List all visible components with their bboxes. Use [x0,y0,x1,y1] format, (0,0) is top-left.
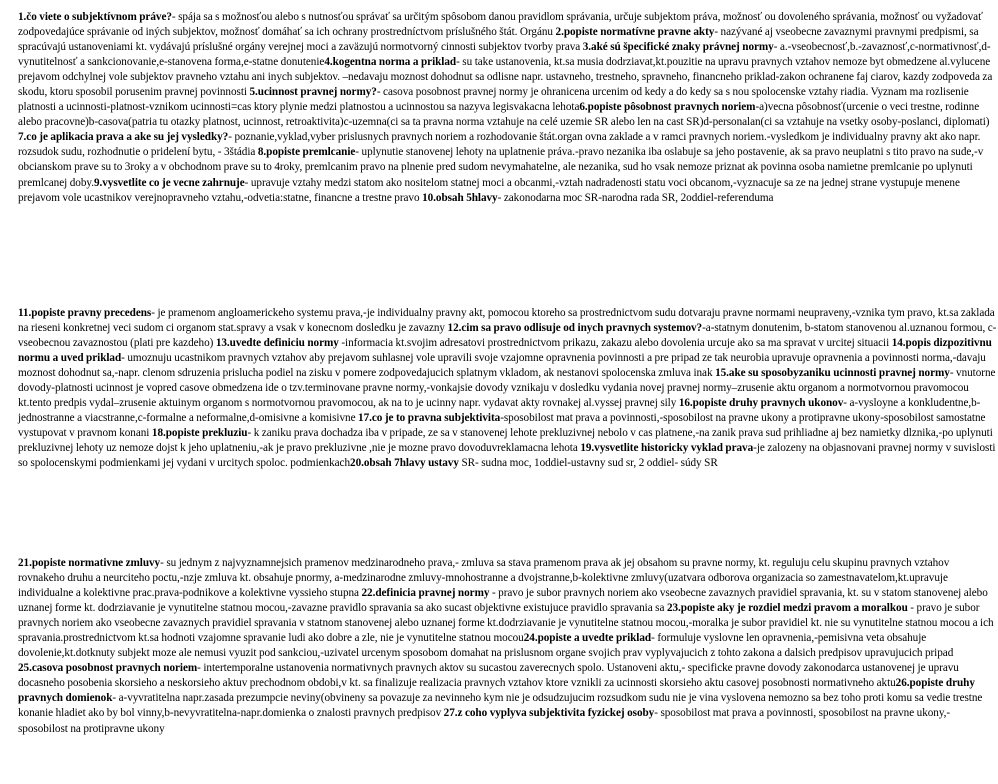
question-heading: 1.čo viete o subjektívnom práve? [18,11,172,23]
answer-text: -je zalozeny na objasnovani pravnej normy v suvislosti so spolocenskymi podmienkami jej vydani v urcitych spoloc. podmienkach [18,442,996,470]
answer-text: -sposobilost mat prava a povinnosti,-sposobilost na pravne ukony a protipravne ukony-sposobilost samostatne vystupovat v pravnom konani [18,412,986,440]
answer-text: - je pramenom angloamerickeho systemu prava,-je individualny pravny akt, pomocou ktoreho sa prostrednictvom sudu dotvaraju pravne normami neupraveny,-vznika tym pravo, kt.sa zaklada na rieseni konkretnej veci sudom ci organom stat.spravy a vsak v konecnom dosledku je zavazny [18,307,995,335]
question-heading: 5.ucinnost pravnej normy? [249,86,377,99]
answer-text: - a-vysloyne a konkludentne,b-jednostranne a viacstranne,c-formalne a neformalne,d-omisivne a komisivne [18,397,981,425]
question-heading: 21.popiste normativne zmluvy [18,557,161,569]
answer-text: - zakonodarna moc SR-narodna rada SR, 2oddiel-referenduma [497,191,774,204]
answer-text: - nazývané aj vseobecne zavaznymi pravnymi predpismi, sa spracúvajú ustanoveniami kt. vydávajú príslušné orgány verejnej moci a zaväzujú normotvorný cinnosti subjektov tvorby prava [18,26,979,54]
answer-text: - sposobilost mat prava a povinnosti, sposobilost na pravne ukony,-sposobilost na protipravne ukony [18,707,951,735]
answer-text: - umoznuju ucastnikom pravnych vztahov aby prejavom suhlasnej vole upravili svoje vzajomne opravnenia povinnosti a pre pripad ze tak neurobia upravuje opravnenia a povinnosti norma,-davaju moznost dohodnut sa,-napr. clenom sdruzenia prislucha podiel na zisku v pomere zodpovedajucich splatnym vkladom, ak nestanovi spolocenska zmluva inak [18,352,986,380]
question-heading: 22.definicia pravnej normy [361,587,490,600]
question-heading: 26.popiste druhy pravnych domienok [18,677,975,705]
question-heading: 17.co je to pravna subjektivita [358,412,501,425]
question-heading: 10.obsah 5hlavy [422,191,498,204]
answer-text: - formuluje vyslovne len opravnenia,-pemisivna veta obsahuje dovolenie,kt.dotknuty subjekt moze ale nemusi vyuzit pod sankciou,-uzivatel urcenym sposobom domahat na prislusnom organe svojich prav vyplyvajucich z tohto zakona a dalsich predpisov upravujucich pripad [18,632,954,660]
answer-text: - k zaniku prava dochadza iba v pripade, ze sa v stanovenej lehote prekluzivnej nebolo v cas platnene,-na zanik prava sud prihliadne aj bez namietky dlznika,-po uplynuti prekluzivnej lehoty uz nemoze dojst k jeho uplatneniu,-ak je pravo prekluzivne ,nie je mozne pravo dovoduvreklamacna lehota [18,427,993,455]
answer-text: - a.-vseobecnosť,b.-zavaznosť,c-normativnosť,d-vynutitelnosť a sankcionovanie,e-stanovena forma,e-statne donutenie [18,41,991,69]
paragraph-questions-1-10 [18,10,998,206]
answer-text: -a-statnym donutenim, b-statom stanovenou al.uznanou formou, c-vseobecnou zavaznostou (plati pre kazdeho) [18,322,997,350]
answer-text: - intertemporalne ustanovenia normativnych pravnych aktov su sucastou zaverecnych spolo. Ustanoveni aktu,- specificke pravne dovody zakonodarca ustanovenej je upravu docasneho posobenia skorsieho a neskorsieho aktuv prechodnom obdobi,v kt. sa finalizuje realizacia pravnych vztahov ktore vznikli za ucinnosti skorsieho aktu casovej posobnosti normativneho aktu [18,662,959,690]
answer-text: - casova posobnost pravnej normy je ohranicena urcenim od kedy a do kedy sa s nou spolocenske vztahy riadia. Vyznam ma rozlisenie platnosti a ucinnosti-platnost-vznikom ucinnosti=cas ktory plynie medzi platnostou a ucinnostou sa nazyva legisvakacna lehota [18,86,969,114]
question-heading: 25.casova posobnost pravnych noriem [18,662,198,675]
paragraph-questions-11-20 [18,306,998,472]
question-heading: 23.popiste aky je rozdiel medzi pravom a moralkou [666,602,908,615]
answer-text: - pravo je subor pravnych noriem ako vseobecne zavaznych pravidiel spravania, kt. su v statom stanovenej alebo uznanej forme kt. dodrziavanie je vynutitelne statnou mocou,-zavazne pravidlo spravania sa ako sucast objektivne existujuce pravidlo spravania sa [18,587,988,615]
question-heading: 15.ake su sposobyzaniku ucinnosti pravnej normy [715,367,950,380]
question-heading: 14.popis dizpozitivnu normu a uved priklad [18,337,992,365]
question-heading: 16.popiste druhy pravnych ukonov [678,397,844,410]
question-heading: 4.kogentna norma a priklad [324,56,457,69]
question-heading: 13.uvedte definiciu normy [215,337,339,350]
question-heading: 12.cim sa pravo odlisuje od inych pravnych systemov? [447,322,703,335]
question-heading: 11.popiste pravny precedens [18,307,152,319]
question-heading: 6.popiste pôsobnost pravnych noriem [579,101,756,114]
answer-text: SR- sudna moc, 1oddiel-ustavny sud sr, 2 oddiel- súdy SR [458,457,718,470]
question-heading: 24.popiste a uvedte priklad [523,632,652,645]
answer-text: - poznanie,vyklad,vyber prislusnych pravnych noriem a rozhodovanie štát.organ ovna zaklade a v ramci pravnych noriem.-vysledkom je individualny pravny akt ako napr. rozsudok sudu, rozhodnutie o pridelení bytu, - 3štádia [18,131,981,159]
answer-text: -informacia kt.svojim adresatovi prostrednictvom prikazu, zakazu alebo dovolenia urcuje ako sa ma spravat v urcitej situacii [338,337,892,350]
answer-text: - a-vyvratitelna napr.zasada prezumpcie neviny(obvineny sa povazuje za nevinneho kym nie je odsudzujucim rozsudkom sudu nie je vina vyslovena nemozno sa bez toho proti komu sa vedie trestne konanie hladiet ako by bol vinny,b-nevyvratitelna-napr.domienka o znalosti pravnych predpisov [18,692,983,720]
answer-text: - su jednym z najvyznamnejsich pramenov medzinarodneho prava,- zmluva sa stava pramenom prava ak jej obsahom su pravne normy, kt. reguluju celu skupinu pravnych vztahov rovnakeho druhu a neurciteho poctu,-nzje zmluva kt. obsahuje pnormy, a-medzinarodne zmluvy-mnohostranne a dvojstranne,b-kolektivne zmluvy(uzatvara odborova organizacia so zamestnavatelom,kt.upravuje individualne a kolektivne prac.prava-podnikove a kolektivne vyssieho stupna [18,557,950,600]
question-heading: 2.popiste normatívne pravne akty [555,26,715,39]
question-heading: 8.popiste premlcanie [257,146,356,159]
answer-text: - vnutorne dovody-platnosti ucinnost je vopred casove obmedzena ide o tzv.terminovane pravne normy,-vonkajsie dovody vznikaju v dosledku vydania novej pravnej normy–zrusenie aktu organom a normotvornou pravomocou kt.tento predpis vydal–zrusenie aktuinym organom s normotvornou pravomocou, ak na to je ucinny napr. vydavat akty rovnakej al.vyssej pravnej sily [18,367,996,410]
answer-text: - uplynutie stanovenej lehoty na uplatnenie práva.-pravo nezanika iba oslabuje sa jeho postavenie, ak sa pravo neuplatni s tito pravo na sude,-v obcianskom prave su to 3roky a v obchodnom prave su to 4roky, premlcanim pravo na plnenie pred sudom nevymahatelne, ale nezanika, sud ho vsak nemoze priznat ak povinna osoba namietne premlcanie po uplynuti premlcanej doby. [18,146,984,189]
question-heading: 3.aké sú špecifické znaky právnej normy [582,41,774,54]
paragraph-questions-21-27 [18,556,998,737]
question-heading: 9.vysvetlite co je vecne zahrnuje [93,176,245,189]
answer-text: - upravuje vztahy medzi statom ako nositelom statnej moci a obcanmi,-vztah nadradenosti statu voci obcanom,-vyznacuje sa ze na jednej strane vystupuje menene prejavom vole ucastnikov verejnopravneho vztahu,-odvetia:statne, financne a trestne pravo [18,176,960,204]
answer-text: - su take ustanovenia, kt.sa musia dodrziavat,kt.pouzitie na upravu pravnych vztahov nemoze byt obmedzene al.vylucene prejavom odchylnej vole subjektov pravneho vztahu ani inych subjektov. –nedavaju moznost dohodnut sa odlisne napr. ustavneho, trestneho, spravneho, financneho priklad-zakon ochranene faj ciarov, kazdy zodpoveda za skodu, ktoru sposobil porusenim pravnej povinnosti [18,56,993,99]
question-heading: 7.co je aplikacia prava a ake su jej vysledky? [18,131,229,144]
question-heading: 20.obsah 7hlavy ustavy [350,457,459,470]
question-heading: 19.vysvetlite historicky vyklad prava [580,442,754,455]
question-heading: 27.z coho vyplyva subjektivita fyzickej osoby [443,707,655,720]
answer-text: -a)vecna pôsobnosť(urcenie o veci trestne, rodinne alebo pracovne)b-casova(patria tu otazky platnost, ucinnost, retroaktivita)c-uzemna(ci sa ta pravna norma vztahuje na celé uzemie SR alebo len na cast SR)d-personalan(ci sa vztahuje na vsetky osoby-poslanci, diplomati) [18,101,990,129]
answer-text: - pravo je subor pravnych noriem ako vseobecne zavaznych pravidiel spravania v statnom stanovenej alebo uznanej forme kt.dodrziavanie je vynutitelne statnou mocou,-moralka je subor pravidiel kt. nie su vynutitelne statnou mocou a ich spravania.prostrednictvom kt.sa hodnoti vzajomne spravanie ludi ako dobre a zle, nie je vynutitelne statnou mocou [18,602,994,645]
question-heading: 18.popiste prekluziu [151,427,248,440]
answer-text: - spája sa s možnosťou alebo s nutnosťou správať sa určitým spôsobom danou pravidlom správania, určuje subjektom práva, možnosť ou dovoleného správania, možnosť ou vyžadovať zodpovedajúce správanie od iných subjektov, možnosť domáhať sa ich ochrany prostredníctvom príslušného štát. Orgánu [18,11,983,39]
